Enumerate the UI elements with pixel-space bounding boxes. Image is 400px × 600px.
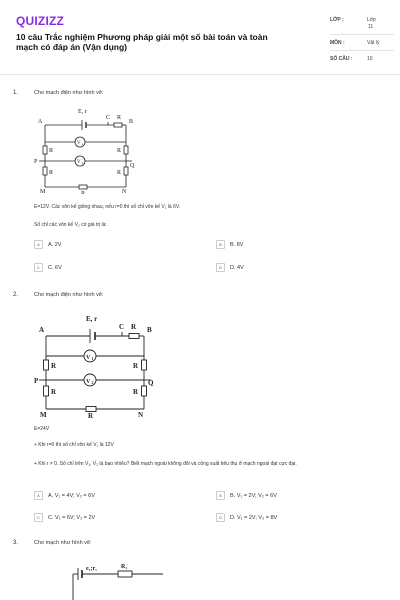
question-2-given: E=24V <box>34 426 50 432</box>
q1-label-M: M <box>40 189 46 194</box>
question-3-circuit-diagram <box>68 558 168 600</box>
q3-label-R1: R₁ <box>121 564 128 570</box>
q2-label-V2: V <box>86 379 91 385</box>
q1-option-c-text: C. 6V <box>48 264 62 271</box>
q2-option-a[interactable] <box>34 491 95 500</box>
q1-option-a-text: A. 2V <box>48 241 62 248</box>
q1-label-V1: V <box>77 141 81 146</box>
q2-label-R-left-2: R <box>51 388 57 396</box>
question-1-circuit-diagram <box>34 104 139 194</box>
question-1-given: E=12V. Các vôn kế giống nhau, nếu r=0 thì số chỉ vôn kế V₁ là 6V. <box>34 204 181 210</box>
q1-label-V1-sub: 1 <box>81 142 84 146</box>
q2-option-d-text: D. V₁ = 2V; V₂ = 8V <box>230 514 278 521</box>
q1-label-V2: V <box>77 160 81 165</box>
q1-option-b[interactable] <box>216 240 243 249</box>
q1-option-d[interactable] <box>216 263 244 272</box>
q2-label-R-right-1: R <box>133 362 139 370</box>
q1-label-R-right-1: R <box>117 148 122 154</box>
q1-label-R-left-2: R <box>49 170 54 176</box>
q1-label-N: N <box>122 189 127 194</box>
q2-option-c-text: C. V₁ = 6V; V₂ = 2V <box>48 514 96 521</box>
worksheet-title: 10 câu Trắc nghiệm Phương pháp giải một số bài toán và toàn mạch có đáp án (Vận dụng) <box>16 32 268 52</box>
q1-option-d-marker: D <box>216 263 225 272</box>
q1-label-R-bottom: R <box>81 191 86 194</box>
question-1-number: 1. <box>13 90 19 96</box>
q2-label-V1: V <box>86 355 91 361</box>
q2-option-d[interactable] <box>216 513 277 522</box>
meta-count-value: 10 <box>367 56 373 62</box>
q3-label-e1: e₁;r₁ <box>86 566 97 572</box>
question-2-case-2: + Khi r ≠ 0. Số chỉ trên V₁, V₂ là bao nhiêu? Biết mạch ngoài không đổi và công suất tiêu thụ ở mạch ngoài đạt cực đại. <box>34 461 297 467</box>
q2-label-A: A <box>39 326 45 334</box>
q2-label-R-right-2: R <box>133 388 139 396</box>
q1-option-c[interactable] <box>34 263 62 272</box>
q1-label-E: E, r <box>78 109 87 115</box>
q2-option-b[interactable] <box>216 491 277 500</box>
q2-label-N: N <box>138 411 144 418</box>
q2-option-a-text: A. V₁ = 4V; V₂ = 6V <box>48 492 95 499</box>
meta-count-key: SỐ CÂU : <box>330 56 353 62</box>
question-2-circuit-diagram <box>34 310 159 418</box>
q1-label-V2-sub: 2 <box>81 161 84 165</box>
q1-option-a-marker: A <box>34 240 43 249</box>
meta-class-key: LỚP : <box>330 17 344 23</box>
question-3-number: 3. <box>13 540 19 546</box>
question-2-prompt: Cho mạch điện như hình vẽ: <box>34 292 104 298</box>
q1-label-C: C <box>106 115 111 121</box>
q2-option-d-marker: D <box>216 513 225 522</box>
meta-subject-key: MÔN : <box>330 40 345 46</box>
question-2-number: 2. <box>13 292 19 298</box>
q2-label-R-left-1: R <box>51 362 57 370</box>
meta-subject-value: Vật lý <box>367 40 380 46</box>
q2-option-b-marker: B <box>216 491 225 500</box>
q1-label-Q: Q <box>130 163 135 169</box>
q2-label-V2-sub: 2 <box>91 380 94 385</box>
q2-label-Q: Q <box>148 379 154 387</box>
q2-label-R-top: R <box>131 323 137 331</box>
q1-label-R-left-1: R <box>49 148 54 154</box>
q2-option-c-marker: C <box>34 513 43 522</box>
meta-class-value: Lớp <box>367 17 376 23</box>
q1-option-b-text: B. 8V <box>230 241 244 248</box>
worksheet-meta <box>330 14 394 65</box>
meta-count-row <box>330 51 394 65</box>
meta-subject-row <box>330 35 394 51</box>
question-1-prompt: Cho mạch điện như hình vẽ: <box>34 90 104 96</box>
quizizz-logo: QUIZIZZ <box>16 14 65 28</box>
q2-option-b-text: B. V₁ = 2V; V₂ = 6V <box>230 492 277 499</box>
q2-label-R-bottom: R <box>88 412 94 418</box>
q2-label-C: C <box>119 323 125 331</box>
q2-label-M: M <box>40 411 47 418</box>
q1-option-d-text: D. 4V <box>230 264 244 271</box>
q1-label-P: P <box>34 159 38 165</box>
q2-label-E: E, r <box>86 315 98 323</box>
q2-option-a-marker: A <box>34 491 43 500</box>
q1-label-R-top: R <box>117 115 122 121</box>
q1-label-R-right-2: R <box>117 170 122 176</box>
q1-label-B: B <box>129 119 134 125</box>
question-2-case-1: + Khi r=0 thì số chỉ vôn kế V₁ là 12V <box>34 442 114 448</box>
meta-class-value-2: 11 <box>368 24 374 30</box>
q1-option-a[interactable] <box>34 240 61 249</box>
q1-option-c-marker: C <box>34 263 43 272</box>
q2-label-V1-sub: 1 <box>91 356 94 361</box>
header-divider <box>0 74 400 75</box>
meta-class-row <box>330 14 394 35</box>
q2-label-P: P <box>34 377 39 385</box>
q1-option-b-marker: B <box>216 240 225 249</box>
question-1-ask: Số chỉ các vôn kế V₂ có giá trị là: <box>34 222 107 228</box>
q2-label-B: B <box>147 326 152 334</box>
q1-label-A: A <box>38 119 43 125</box>
question-3-prompt: Cho mạch như hình vẽ: <box>34 540 92 546</box>
q2-option-c[interactable] <box>34 513 95 522</box>
